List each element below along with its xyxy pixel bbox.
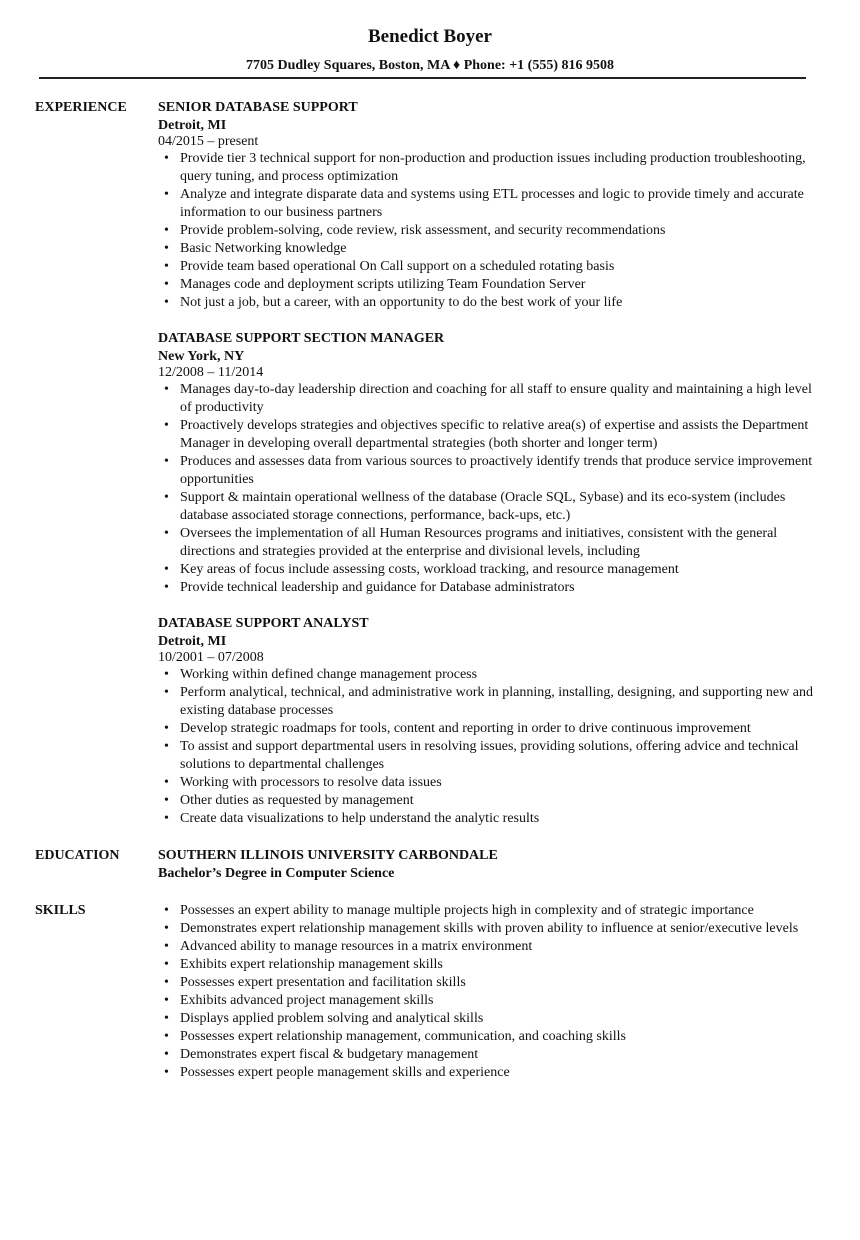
section-title-experience: EXPERIENCE bbox=[35, 100, 127, 115]
list-item: • Key areas of focus include assessing costs, workload tracking, and resource management bbox=[158, 561, 815, 579]
job-location: New York, NY bbox=[158, 349, 245, 364]
skills-section bbox=[35, 902, 815, 1082]
list-item: • Analyze and integrate disparate data and systems using ETL processes and logic to provide timely and accurate information to our business partners bbox=[158, 186, 815, 222]
list-item: • Possesses expert people management skills and experience bbox=[158, 1064, 815, 1082]
job-dates: 10/2001 – 07/2008 bbox=[158, 650, 264, 665]
list-item: • Demonstrates expert fiscal & budgetary management bbox=[158, 1046, 815, 1064]
job-entry bbox=[158, 615, 815, 828]
list-item: • Displays applied problem solving and analytical skills bbox=[158, 1010, 815, 1028]
job-entry bbox=[158, 330, 815, 597]
list-item: • Provide tier 3 technical support for non-production and production issues including production troubleshooting, query tuning, and process optimization bbox=[158, 150, 815, 186]
job-location: Detroit, MI bbox=[158, 634, 227, 649]
list-item: • Provide problem-solving, code review, risk assessment, and security recommendations bbox=[158, 222, 815, 240]
list-item: • Produces and assesses data from various sources to proactively identify trends that produce service improvement opportunities bbox=[158, 453, 815, 489]
list-item: • Working with processors to resolve data issues bbox=[158, 774, 815, 792]
list-item: • Possesses expert presentation and facilitation skills bbox=[158, 974, 815, 992]
list-item: • Perform analytical, technical, and administrative work in planning, installing, designing, and supporting new and existing database processes bbox=[158, 684, 815, 720]
list-item: • Manages day-to-day leadership direction and coaching for all staff to ensure quality and maintaining a high level of productivity bbox=[158, 381, 815, 417]
job-dates: 04/2015 – present bbox=[158, 134, 259, 149]
list-item: • Exhibits expert relationship management skills bbox=[158, 956, 815, 974]
list-item: • Proactively develops strategies and objectives specific to relative area(s) of expertise and assists the Department Manager in developing overall departmental strategies (both shorter and longer term) bbox=[158, 417, 815, 453]
list-item: • Other duties as requested by management bbox=[158, 792, 815, 810]
list-item: • Basic Networking knowledge bbox=[158, 240, 815, 258]
skills-body bbox=[158, 902, 815, 1082]
header-divider bbox=[39, 77, 806, 79]
job-title: DATABASE SUPPORT ANALYST bbox=[158, 616, 369, 631]
list-item: • Possesses an expert ability to manage multiple projects high in complexity and of strategic importance bbox=[158, 902, 815, 920]
contact-line: 7705 Dudley Squares, Boston, MA ♦ Phone: +1 (555) 816 9508 bbox=[246, 58, 614, 73]
section-title-education: EDUCATION bbox=[35, 848, 120, 863]
list-item: • Demonstrates expert relationship management skills with proven ability to influence at senior/executive levels bbox=[158, 920, 815, 938]
resume-header bbox=[0, 0, 860, 74]
education-section bbox=[35, 847, 815, 883]
job-title: SENIOR DATABASE SUPPORT bbox=[158, 100, 358, 115]
skills-list bbox=[158, 902, 815, 1082]
job-duties-list bbox=[158, 666, 815, 828]
job-duties-list bbox=[158, 150, 815, 312]
degree: Bachelor’s Degree in Computer Science bbox=[158, 866, 395, 881]
list-item: • Advanced ability to manage resources in a matrix environment bbox=[158, 938, 815, 956]
education-body bbox=[158, 847, 815, 883]
experience-section bbox=[35, 99, 815, 828]
list-item: • Possesses expert relationship management, communication, and coaching skills bbox=[158, 1028, 815, 1046]
candidate-name: Benedict Boyer bbox=[367, 26, 492, 47]
job-dates: 12/2008 – 11/2014 bbox=[158, 365, 264, 380]
resume-content bbox=[35, 99, 815, 1101]
list-item: • Working within defined change management process bbox=[158, 666, 815, 684]
list-item: • Develop strategic roadmaps for tools, content and reporting in order to drive continuous improvement bbox=[158, 720, 815, 738]
list-item: • Provide technical leadership and guidance for Database administrators bbox=[158, 579, 815, 597]
job-entry bbox=[158, 99, 815, 312]
section-title-skills: SKILLS bbox=[35, 903, 86, 918]
job-duties-list bbox=[158, 381, 815, 597]
list-item: • Oversees the implementation of all Human Resources programs and initiatives, consistent with the general directions and strategies provided at the enterprise and divisional levels, including bbox=[158, 525, 815, 561]
school-name: SOUTHERN ILLINOIS UNIVERSITY CARBONDALE bbox=[158, 848, 498, 863]
list-item: • Create data visualizations to help understand the analytic results bbox=[158, 810, 815, 828]
list-item: • To assist and support departmental users in resolving issues, providing solutions, offering advice and technical solutions to departmental challenges bbox=[158, 738, 815, 774]
experience-body bbox=[158, 99, 815, 828]
list-item: • Manages code and deployment scripts utilizing Team Foundation Server bbox=[158, 276, 815, 294]
list-item: • Provide team based operational On Call support on a scheduled rotating basis bbox=[158, 258, 815, 276]
list-item: • Not just a job, but a career, with an opportunity to do the best work of your life bbox=[158, 294, 815, 312]
list-item: • Support & maintain operational wellness of the database (Oracle SQL, Sybase) and its eco-system (includes database associated storage connections, performance, back-ups, etc.) bbox=[158, 489, 815, 525]
list-item: • Exhibits advanced project management skills bbox=[158, 992, 815, 1010]
job-title: DATABASE SUPPORT SECTION MANAGER bbox=[158, 331, 445, 346]
job-location: Detroit, MI bbox=[158, 118, 227, 133]
